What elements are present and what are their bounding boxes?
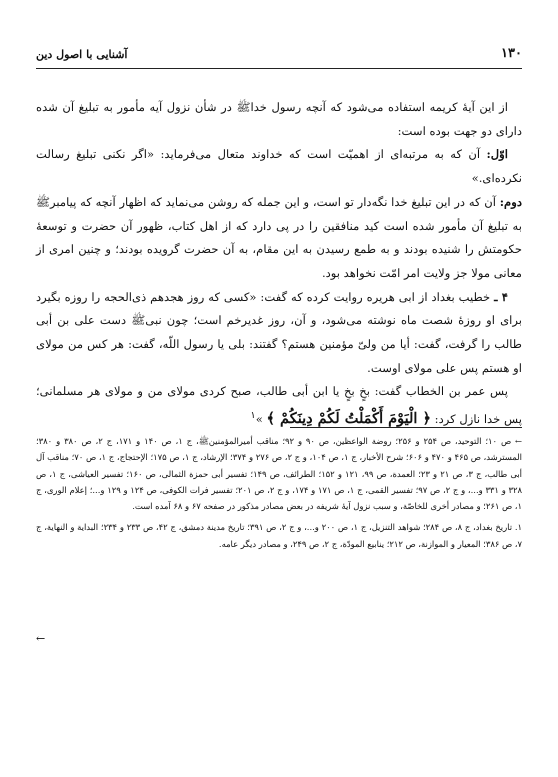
page-header — [36, 44, 522, 69]
paragraph-5 — [36, 380, 522, 431]
paragraph-3-text: آن که در این تبلیغ خدا نگه‌دار تو است، و این جمله که روشن می‌نماید که اظهار آنچه که پیامبرﷺ به تبلیغ آن مأمور شده است کید منافقین را در پی دارد که از اهل کتاب، ظهور آن حضرت و توسعهٔ حکومتش را شنیده بودند و به طمع رسیدن به این مقام، به آن حضرت گرویده بودند؛ و چنین امری از معانی مولا جز ولایت امر امّت نخواهد بود. — [36, 194, 522, 280]
paragraph-5-text: پس عمر بن الخطاب گفت: بخٍ بخٍ یا ابن أبی طالب، صبح کردی مولای من و مولای هر مسلمانی؛ پس خدا نازل کرد: — [36, 384, 522, 426]
quran-verse: ﴿ الْيَوْمَ أَكْمَلْتُ لَكُمْ دِينَكُمْ ﴾ — [266, 410, 431, 427]
paragraph-3-label: دوم: — [499, 194, 522, 209]
footnotes — [36, 433, 522, 552]
continue-arrow-icon: ← — [36, 632, 46, 645]
paragraph-1: از این آیهٔ کریمه استفاده می‌شود که آنچه رسول خداﷺ در شأن نزول آیه مأمور به تبلیغ آن شده دارای دو جهت بوده است: — [36, 100, 522, 138]
paragraph-4 — [36, 286, 522, 381]
footnote-ref: ۱ — [250, 410, 256, 422]
paragraph-2 — [36, 143, 522, 190]
paragraph-2-text: آن که به مرتبه‌ای از اهمیّت است که خداوند متعال می‌فرماید: «اگر نکنی تبلیغ رسالت نکرده‌ای.» — [36, 147, 522, 186]
paragraph-4-text: خطیب بغداد از ابی هریره روایت کرده که گفت: «کسی که روز هجدهم ذی‌الحجه را روزه بگیرد برای او روزهٔ شصت ماه نوشته می‌شود، و آن، روز غدیرخم است؛ چون نبیﷺ دست علی بن أبی طالب را گرفت، گفت: أیا من ولیّ مؤمنین هستم؟ گفتند: بلی یا رسول اللّه، گفت: هر کس من مولای او هستم پس علی مولای اوست. — [36, 289, 522, 375]
paragraph-4-label: ۴ ـ — [494, 289, 508, 304]
paragraph-2-label: اوّل: — [486, 147, 508, 162]
paragraph-5-end: » — [255, 412, 267, 426]
footnote-continued: ← ص ۱۰؛ التوحید، ص ۲۵۴ و ۲۵۶؛ روضة الواعظین، ص ۹۰ و ۹۲؛ مناقب أمیرالمؤمنینﷺ، ج ۱، ص ۱۴۰ و ۱۷۱، ج ۲، ص ۳۸۰ و ۳۸۰؛ المسترشد، ص ۴۶۵ و ۴۷۰ و ۶۰۶؛ شرح الأخبار، ج ۱، ص ۱۰۴، و ج ۲، ص ۲۷۶ و ۳۷۴؛ الإرشاد، ج ۱، ص ۱۷۵؛ الإحتجاج، ج ۱، ص ۷۰؛ مناقب آل أبی طالب، ج ۳، ص ۲۱ و ۲۳؛ العمدة، ص ۹۹، ۱۲۱ و ۱۵۲؛ الطرائف، ص ۱۴۹؛ تفسیر أبی حمزة الثمالی، ص ۱۶۰؛ تفسیر العیاشی، ج ۱، ص ۳۲۸ و ۳۳۱ و...، و ج ۲، ص ۹۷؛ تفسیر القمی، ج ۱، ص ۱۷۱ و ۱۷۴، و ج ۲، ص ۲۰۱؛ تفسیر فرات الکوفی، ص ۱۲۴ و ۱۲۹ و...؛ إعلام الوری، ج ۱، ص ۲۶۱؛ و مصادر أخری للخاصّة، و سبب نزول آیهٔ شریفه در بعض مصادر مذکور در صفحه ۶۷ و ۶۸ آمده است. — [36, 436, 523, 512]
footnote-separator — [290, 427, 522, 428]
footnote-1: ۱. تاریخ بغداد، ج ۸، ص ۲۸۴؛ شواهد التنزیل، ج ۱، ص ۲۰۰ و...، و ج ۲، ص ۳۹۱؛ تاریخ مدینة دمشق، ج ۴۲، ص ۲۳۳ و ۲۳۴؛ البدایة و النهایة، ج ۷، ص ۳۸۶؛ المعیار و الموازنة، ص ۲۱۲؛ ینابیع المودّة، ج ۲، ص ۲۴۹، و مصادر دیگر عامه. — [36, 522, 522, 549]
paragraph-3 — [36, 191, 522, 286]
page-number: ۱۳۰ — [501, 46, 522, 61]
main-text — [36, 96, 522, 432]
running-title: آشنایی با اصول دین — [36, 48, 128, 61]
